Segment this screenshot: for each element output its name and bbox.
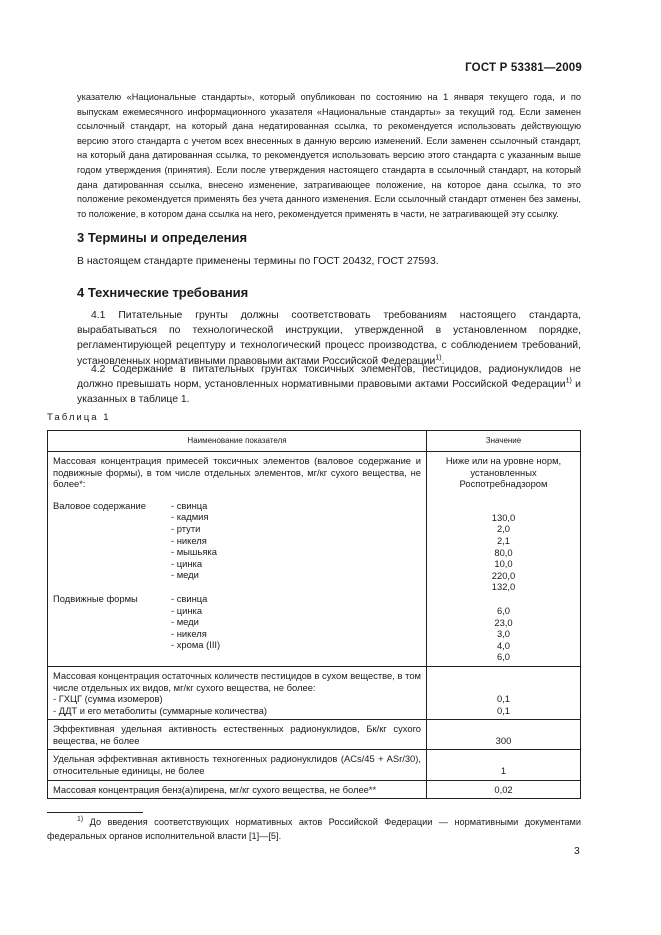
table-row	[48, 452, 581, 667]
value-cell: 130,0	[491, 511, 516, 523]
footnote-text: До введения соответствующих нормативных актов Российской Федерации — нормативными документами федеральных органов исполнительной власти [1]—[5].	[47, 817, 581, 841]
footnote-divider	[47, 812, 143, 813]
value-cell: 23,0	[494, 616, 513, 628]
clause-4-2	[77, 362, 581, 408]
clause-4-2-end: и указанных в таблице 1.	[77, 379, 581, 406]
natural-radionuclides-cell: Эффективная удельная активность естественных радионуклидов, Бк/кг сухого вещества, не более	[48, 720, 427, 750]
section-4-heading: 4 Технические требования	[77, 285, 249, 300]
toxic-elements-text: Массовая концентрация примесей токсичных элементов (валовое содержание и подвижные формы), в том числе отдельных элементов, мг/кг сухого вещества, не более*:	[53, 455, 421, 490]
section-3-text: В настоящем стандарте применены термины по ГОСТ 20432, ГОСТ 27593.	[77, 256, 439, 267]
benzopyrene-cell: Массовая концентрация бенз(а)пирена, мг/кг сухого вещества, не более**	[48, 780, 427, 799]
value-cell: 220,0	[491, 569, 516, 581]
value-cell: 1	[427, 750, 581, 780]
footnote-marker: 1)	[77, 815, 84, 823]
technogenic-radionuclides-cell: Удельная эффективная активность техногенных радионуклидов (ACs/45 + ASr/30), относительные единицы, не более	[48, 750, 427, 780]
list-item: - свинца	[171, 499, 208, 511]
gross-items	[171, 500, 217, 581]
toxic-elements-values	[427, 452, 581, 667]
clause-4-1-text: 4.1 Питательные грунты должны соответствовать требованиям настоящего стандарта, вырабатываться по технологической инструкции, утвержденной в установленном порядке, регламентирующей рецептуру и технологический процесс производства, с соблюдением требований, установленных нормативными правовыми актами Российской Федерации	[77, 310, 581, 367]
toxic-elements-cell	[48, 452, 427, 667]
mobile-items	[171, 593, 220, 651]
list-item: - кадмия	[171, 511, 209, 523]
section-3-heading: 3 Термины и определения	[77, 230, 248, 245]
pesticides-values	[427, 666, 581, 719]
table-row	[48, 666, 581, 719]
value-cell: 132,0	[491, 581, 516, 593]
table-row	[48, 750, 581, 780]
value-cell: 6,0	[496, 651, 511, 663]
list-item: - меди	[171, 616, 199, 628]
mobile-forms-label: Подвижные формы	[53, 592, 138, 604]
list-item: - цинка	[171, 604, 203, 616]
pesticides-cell	[48, 666, 427, 719]
list-item: - меди	[171, 569, 199, 581]
table-caption: Таблица 1	[47, 412, 111, 423]
list-item: - хрома (III)	[171, 639, 221, 651]
table-header-row	[48, 431, 581, 452]
clause-4-1	[77, 308, 581, 369]
list-item: - ГХЦГ (сумма изомеров)	[53, 693, 163, 705]
gross-values	[432, 512, 575, 593]
mobile-forms-group	[53, 593, 421, 651]
list-item: - мышьяка	[171, 546, 217, 558]
page-number: 3	[574, 846, 580, 857]
header-value-cell: Значение	[427, 431, 581, 452]
gross-content-group	[53, 500, 421, 581]
value-cell: 6,0	[496, 604, 511, 616]
value-cell: 0,1	[496, 693, 511, 705]
header-name-cell: Наименование показателя	[48, 431, 427, 452]
requirements-table	[47, 430, 581, 799]
value-cell: 300	[427, 720, 581, 750]
list-item: - цинка	[171, 557, 203, 569]
value-cell: 10,0	[494, 558, 513, 570]
value-cell: 2,0	[496, 523, 511, 535]
clause-4-1-end: .	[441, 355, 445, 367]
intro-paragraph: указателю «Национальные стандарты», который опубликован по состоянию на 1 января текущего года, и по выпускам ежемесячного информационного указателя «Национальные стандарты» за текущий год. Если заменен ссылочный стандарт, на который дана недатированная ссылка, то рекомендуется использовать действующую версию этого стандарта с учетом всех внесенных в данную версию изменений. Если заменен ссылочный стандарт, на который дана датированная ссылка, то рекомендуется использовать версию этого стандарта с указанным выше годом утверждения (принятия). Если после утверждения настоящего стандарта в ссылочный стандарт, на который дана датированная ссылка, внесено изменение, затрагивающее положение, на которое дана ссылка, то это положение рекомендуется применять без учета данного изменения. Если ссылочный стандарт отменен без замены, то положение, в котором дана ссылка на него, рекомендуется применять в части, не затрагивающей эту ссылку.	[77, 92, 581, 219]
value-cell: 2,1	[496, 534, 511, 546]
value-cell: 4,0	[496, 639, 511, 651]
value-cell: 0,02	[427, 780, 581, 799]
clause-4-2-text: 4.2 Содержание в питательных грунтах токсичных элементов, пестицидов, радионуклидов не должно превышать норм, установленных нормативными правовыми актами Российской Федерации	[77, 364, 581, 391]
document-id: ГОСТ Р 53381—2009	[465, 62, 582, 74]
value-cell: 80,0	[494, 546, 513, 558]
norm-note: Ниже или на уровне норм, установленных Роспотребнадзором	[445, 455, 562, 490]
list-item: - ртути	[171, 522, 201, 534]
footnote-ref: 1)	[565, 377, 572, 385]
list-item: - свинца	[171, 592, 208, 604]
list-item: - ДДТ и его метаболиты (суммарные количества)	[53, 704, 267, 716]
footnote-ref: 1)	[435, 354, 442, 362]
list-item: - никеля	[171, 627, 207, 639]
value-cell: 3,0	[496, 628, 511, 640]
footnote	[47, 815, 581, 843]
table-row	[48, 720, 581, 750]
mobile-values	[432, 605, 575, 663]
table-row	[48, 780, 581, 799]
pesticides-text: Массовая концентрация остаточных количеств пестицидов в сухом веществе, в том числе отдельных их видов, мг/кг сухого вещества, не более:	[53, 669, 421, 693]
gross-content-label: Валовое содержание	[53, 499, 146, 511]
list-item: - никеля	[171, 534, 207, 546]
value-cell: 0,1	[496, 704, 511, 716]
